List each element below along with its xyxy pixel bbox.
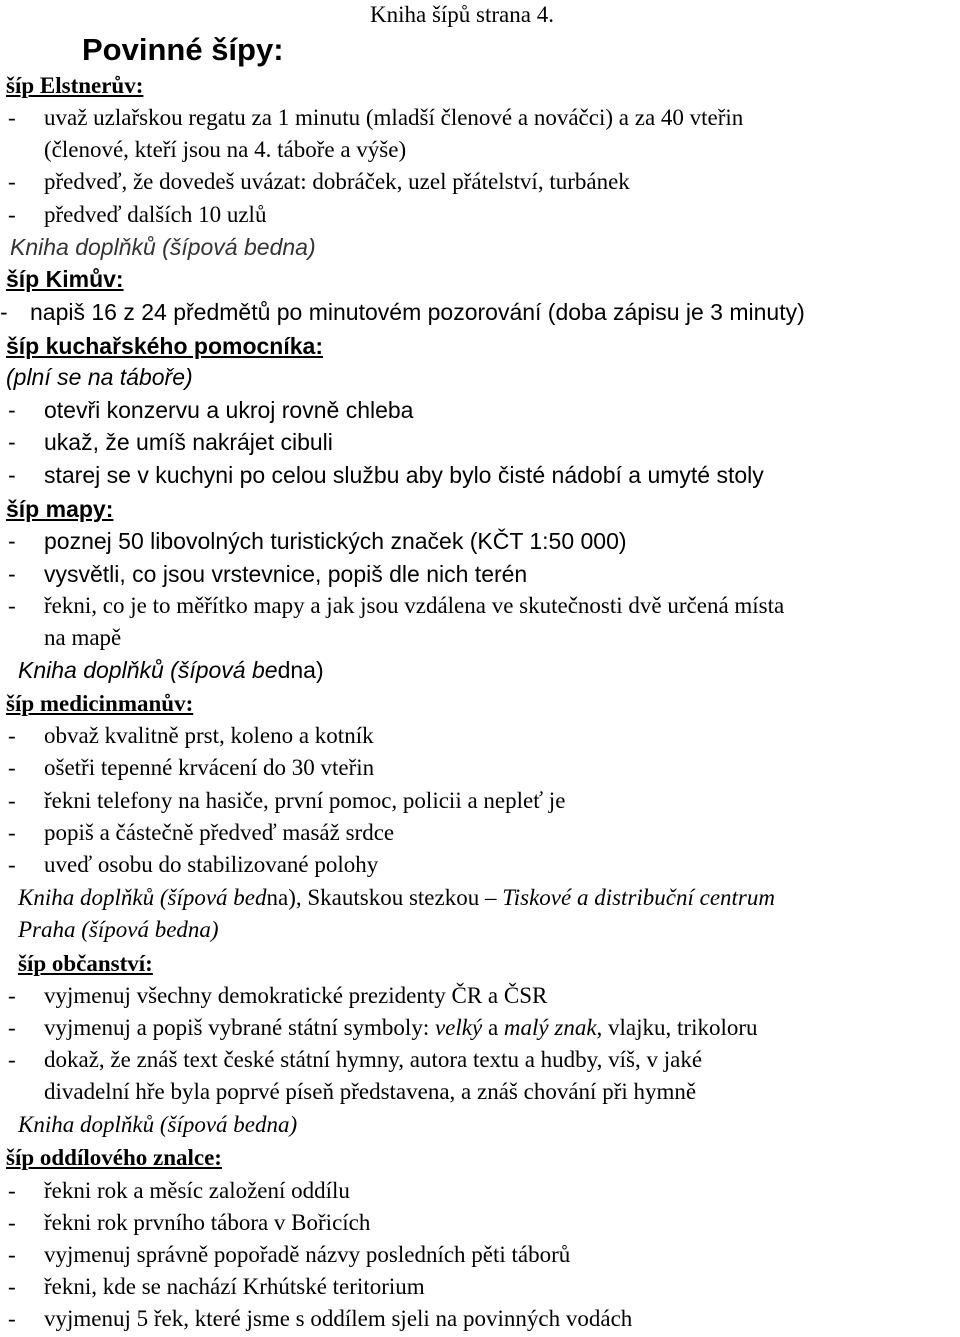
section-heading-elstner: šíp Elstnerův: [6,73,144,98]
reference-note: Kniha doplňků (šípová bedna) [10,234,316,260]
list-item-continuation: (členové, kteří jsou na 4. táboře a výše) [44,137,407,162]
section-heading-kuchar: šíp kuchařského pomocníka: [6,333,323,359]
section-heading-znalec: šíp oddílového znalce: [6,1145,222,1170]
reference-note: Kniha doplňků (šípová bedna) [18,1112,298,1137]
section-heading-kim: šíp Kimův: [6,266,124,292]
list-item-continuation: divadelní hře byla poprvé píseň představena, a znáš chování při hymně [44,1079,697,1104]
section-note: (plní se na táboře) [6,364,193,390]
list-item-continuation: na mapě [44,625,122,650]
reference-note: Kniha doplňků (šípová bedna), Skautskou stezkou – Tiskové a distribuční centrum [18,885,775,910]
reference-note-continuation: Praha (šípová bedna) [18,917,219,942]
section-heading-obcanstvi: šíp občanství: [18,951,153,976]
reference-note: Kniha doplňků (šípová bedna) [18,657,324,683]
page-label: Kniha šípů strana 4. [370,2,554,27]
section-heading-medicinman: šíp medicinmanův: [6,691,194,716]
section-heading-mapy: šíp mapy: [6,496,114,522]
page-title: Povinné šípy: [82,32,284,67]
